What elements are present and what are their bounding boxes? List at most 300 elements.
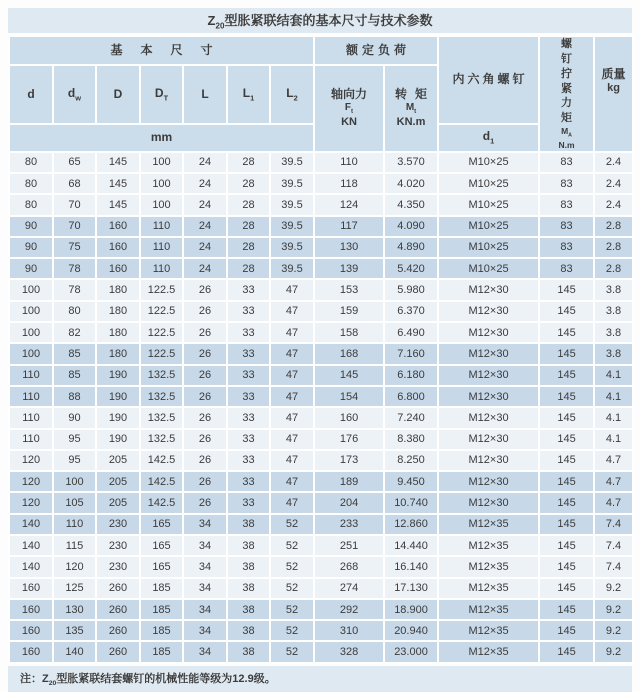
cell-L2: 47 [270, 279, 314, 300]
cell-DT: 122.5 [140, 279, 183, 300]
cell-screw-size: M12×35 [438, 599, 539, 620]
cell-dw: 65 [53, 152, 96, 173]
cell-tightening-torque: 145 [539, 599, 594, 620]
cell-L1: 28 [227, 216, 270, 237]
cell-torque: 20.940 [384, 620, 438, 641]
cell-torque: 10.740 [384, 492, 438, 513]
table-row [9, 641, 633, 662]
cell-torque: 12.860 [384, 514, 438, 535]
cell-L1: 33 [227, 471, 270, 492]
table-row [9, 365, 633, 386]
cell-dw: 130 [53, 599, 96, 620]
cell-D: 145 [96, 152, 140, 173]
cell-d: 90 [9, 216, 53, 237]
table-body [9, 152, 633, 663]
header-screw-tightening-torque [539, 36, 594, 152]
cell-tightening-torque: 145 [539, 407, 594, 428]
cell-tightening-torque: 83 [539, 258, 594, 279]
cell-mass: 7.4 [594, 535, 633, 556]
cell-mass: 4.1 [594, 365, 633, 386]
cell-torque: 5.980 [384, 279, 438, 300]
table-row [9, 514, 633, 535]
cell-axial-force: 110 [314, 152, 384, 173]
cell-torque: 7.160 [384, 343, 438, 364]
cell-D: 230 [96, 514, 140, 535]
table-row [9, 152, 633, 173]
cell-D: 260 [96, 599, 140, 620]
table-row [9, 471, 633, 492]
cell-DT: 132.5 [140, 407, 183, 428]
cell-axial-force: 118 [314, 173, 384, 194]
cell-screw-size: M12×30 [438, 492, 539, 513]
table-row [9, 578, 633, 599]
table-row [9, 279, 633, 300]
cell-tightening-torque: 83 [539, 152, 594, 173]
cell-DT: 132.5 [140, 386, 183, 407]
cell-mass: 9.2 [594, 578, 633, 599]
cell-screw-size: M10×25 [438, 258, 539, 279]
cell-L1: 38 [227, 514, 270, 535]
cell-dw: 110 [53, 514, 96, 535]
cell-L2: 39.5 [270, 152, 314, 173]
cell-d: 80 [9, 194, 53, 215]
cell-dw: 135 [53, 620, 96, 641]
cell-L: 26 [183, 407, 227, 428]
cell-L2: 47 [270, 429, 314, 450]
cell-L: 24 [183, 216, 227, 237]
col-L: L [183, 65, 227, 124]
cell-DT: 142.5 [140, 450, 183, 471]
cell-DT: 185 [140, 620, 183, 641]
cell-torque: 4.020 [384, 173, 438, 194]
cell-screw-size: M12×35 [438, 578, 539, 599]
cell-screw-size: M12×35 [438, 641, 539, 662]
cell-DT: 132.5 [140, 429, 183, 450]
cell-d: 110 [9, 429, 53, 450]
cell-screw-size: M12×30 [438, 386, 539, 407]
cell-mass: 4.7 [594, 450, 633, 471]
cell-screw-size: M12×35 [438, 556, 539, 577]
cell-L1: 33 [227, 301, 270, 322]
cell-L2: 47 [270, 386, 314, 407]
cell-axial-force: 176 [314, 429, 384, 450]
cell-axial-force: 292 [314, 599, 384, 620]
cell-L: 26 [183, 429, 227, 450]
cell-L1: 33 [227, 279, 270, 300]
cell-screw-size: M12×35 [438, 514, 539, 535]
title-text: $Z_{20}$型胀紧联结套的基本尺寸与技术参数 [207, 13, 433, 31]
cell-dw: 85 [53, 343, 96, 364]
cell-D: 205 [96, 492, 140, 513]
cell-DT: 122.5 [140, 322, 183, 343]
cell-dw: 125 [53, 578, 96, 599]
cell-DT: 142.5 [140, 471, 183, 492]
cell-axial-force: 124 [314, 194, 384, 215]
table-row [9, 556, 633, 577]
cell-tightening-torque: 145 [539, 620, 594, 641]
cell-d: 80 [9, 152, 53, 173]
cell-d: 100 [9, 279, 53, 300]
cell-d: 140 [9, 514, 53, 535]
cell-tightening-torque: 145 [539, 365, 594, 386]
cell-axial-force: 328 [314, 641, 384, 662]
cell-torque: 8.380 [384, 429, 438, 450]
cell-D: 260 [96, 620, 140, 641]
cell-tightening-torque: 83 [539, 194, 594, 215]
cell-dw: 115 [53, 535, 96, 556]
cell-tightening-torque: 145 [539, 492, 594, 513]
cell-L2: 52 [270, 535, 314, 556]
cell-axial-force: 154 [314, 386, 384, 407]
cell-L1: 33 [227, 407, 270, 428]
table-row [9, 492, 633, 513]
cell-D: 180 [96, 279, 140, 300]
cell-screw-size: M12×35 [438, 620, 539, 641]
cell-L1: 38 [227, 578, 270, 599]
cell-DT: 185 [140, 599, 183, 620]
cell-L1: 28 [227, 173, 270, 194]
cell-d: 120 [9, 450, 53, 471]
cell-torque: 7.240 [384, 407, 438, 428]
cell-mass: 2.4 [594, 152, 633, 173]
cell-D: 260 [96, 578, 140, 599]
tightening-torque-unit: N.m [558, 139, 575, 150]
cell-d: 120 [9, 492, 53, 513]
col-d1: $d_1$ [438, 124, 539, 152]
cell-d: 100 [9, 301, 53, 322]
cell-DT: 100 [140, 173, 183, 194]
cell-screw-size: M10×25 [438, 173, 539, 194]
cell-L: 34 [183, 599, 227, 620]
cell-d: 160 [9, 599, 53, 620]
cell-tightening-torque: 83 [539, 173, 594, 194]
cell-torque: 14.440 [384, 535, 438, 556]
cell-DT: 142.5 [140, 492, 183, 513]
cell-tightening-torque: 83 [539, 216, 594, 237]
cell-L1: 38 [227, 620, 270, 641]
cell-axial-force: 117 [314, 216, 384, 237]
mass-label: 质量 [601, 67, 626, 82]
table-row [9, 599, 633, 620]
cell-L: 24 [183, 258, 227, 279]
cell-d: 140 [9, 535, 53, 556]
cell-axial-force: 233 [314, 514, 384, 535]
cell-DT: 110 [140, 237, 183, 258]
cell-tightening-torque: 145 [539, 386, 594, 407]
table-row [9, 216, 633, 237]
cell-torque: 8.250 [384, 450, 438, 471]
cell-torque: 23.000 [384, 641, 438, 662]
cell-L2: 47 [270, 365, 314, 386]
cell-D: 180 [96, 343, 140, 364]
cell-tightening-torque: 83 [539, 237, 594, 258]
cell-L2: 47 [270, 343, 314, 364]
cell-DT: 165 [140, 514, 183, 535]
col-axial-force: 轴向力 $F_t$ KN [314, 65, 384, 152]
col-d: d [9, 65, 53, 124]
cell-L2: 52 [270, 620, 314, 641]
cell-L1: 33 [227, 450, 270, 471]
cell-L: 26 [183, 301, 227, 322]
table-row [9, 535, 633, 556]
cell-torque: 4.350 [384, 194, 438, 215]
cell-D: 205 [96, 471, 140, 492]
cell-L2: 47 [270, 450, 314, 471]
table-row [9, 258, 633, 279]
cell-torque: 18.900 [384, 599, 438, 620]
cell-L1: 28 [227, 194, 270, 215]
mass-unit: kg [607, 82, 620, 95]
table-row [9, 322, 633, 343]
cell-dw: 95 [53, 429, 96, 450]
cell-tightening-torque: 145 [539, 556, 594, 577]
cell-tightening-torque: 145 [539, 301, 594, 322]
cell-L1: 38 [227, 556, 270, 577]
cell-L1: 33 [227, 322, 270, 343]
cell-L1: 28 [227, 152, 270, 173]
cell-d: 110 [9, 386, 53, 407]
cell-L2: 39.5 [270, 258, 314, 279]
cell-D: 180 [96, 322, 140, 343]
cell-D: 160 [96, 258, 140, 279]
cell-d: 90 [9, 237, 53, 258]
cell-screw-size: M12×30 [438, 407, 539, 428]
cell-screw-size: M12×30 [438, 279, 539, 300]
cell-axial-force: 160 [314, 407, 384, 428]
cell-L1: 33 [227, 343, 270, 364]
cell-L1: 33 [227, 429, 270, 450]
cell-screw-size: M10×25 [438, 216, 539, 237]
cell-L2: 39.5 [270, 173, 314, 194]
cell-tightening-torque: 145 [539, 343, 594, 364]
cell-DT: 185 [140, 641, 183, 662]
cell-tightening-torque: 145 [539, 279, 594, 300]
cell-DT: 110 [140, 216, 183, 237]
cell-dw: 82 [53, 322, 96, 343]
cell-d: 160 [9, 641, 53, 662]
col-torque: 转矩 $M_t$ KN.m [384, 65, 438, 152]
cell-L1: 38 [227, 641, 270, 662]
cell-L: 34 [183, 641, 227, 662]
cell-L2: 47 [270, 407, 314, 428]
cell-d: 100 [9, 343, 53, 364]
cell-d: 140 [9, 556, 53, 577]
cell-L2: 52 [270, 641, 314, 662]
cell-L: 26 [183, 279, 227, 300]
cell-dw: 100 [53, 471, 96, 492]
table-row [9, 301, 633, 322]
col-L2: $L_2$ [270, 65, 314, 124]
cell-d: 100 [9, 322, 53, 343]
cell-axial-force: 173 [314, 450, 384, 471]
cell-screw-size: M12×30 [438, 471, 539, 492]
cell-axial-force: 268 [314, 556, 384, 577]
cell-D: 205 [96, 450, 140, 471]
cell-tightening-torque: 145 [539, 514, 594, 535]
cell-L1: 28 [227, 258, 270, 279]
cell-axial-force: 153 [314, 279, 384, 300]
cell-screw-size: M10×25 [438, 237, 539, 258]
cell-d: 110 [9, 407, 53, 428]
table-row [9, 620, 633, 641]
cell-d: 90 [9, 258, 53, 279]
cell-torque: 6.490 [384, 322, 438, 343]
table-row [9, 194, 633, 215]
col-D: D [96, 65, 140, 124]
table-row [9, 429, 633, 450]
header-mm-unit: mm [9, 124, 314, 152]
footnote-text: 注：$Z_{20}$型胀紧联结套螺钉的机械性能等级为12.9级。 [20, 673, 276, 688]
cell-d: 160 [9, 620, 53, 641]
cell-L2: 39.5 [270, 194, 314, 215]
cell-D: 190 [96, 407, 140, 428]
header-rated-load: 额定负荷 [314, 36, 438, 65]
cell-torque: 5.420 [384, 258, 438, 279]
cell-DT: 100 [140, 194, 183, 215]
cell-L2: 47 [270, 301, 314, 322]
cell-axial-force: 168 [314, 343, 384, 364]
cell-screw-size: M12×30 [438, 301, 539, 322]
cell-tightening-torque: 145 [539, 471, 594, 492]
cell-axial-force: 145 [314, 365, 384, 386]
cell-dw: 120 [53, 556, 96, 577]
tightening-torque-label: 螺钉 拧紧 力矩 [561, 38, 585, 125]
cell-D: 160 [96, 216, 140, 237]
cell-dw: 80 [53, 301, 96, 322]
cell-mass: 2.8 [594, 237, 633, 258]
cell-d: 110 [9, 365, 53, 386]
cell-L1: 28 [227, 237, 270, 258]
cell-D: 190 [96, 365, 140, 386]
cell-d: 160 [9, 578, 53, 599]
cell-D: 230 [96, 556, 140, 577]
cell-DT: 165 [140, 556, 183, 577]
cell-L: 24 [183, 237, 227, 258]
cell-L1: 38 [227, 599, 270, 620]
cell-mass: 4.1 [594, 429, 633, 450]
cell-L: 34 [183, 556, 227, 577]
cell-L: 26 [183, 386, 227, 407]
cell-L: 26 [183, 492, 227, 513]
cell-axial-force: 159 [314, 301, 384, 322]
cell-dw: 68 [53, 173, 96, 194]
spec-table [8, 35, 634, 664]
cell-axial-force: 204 [314, 492, 384, 513]
cell-L2: 52 [270, 599, 314, 620]
cell-tightening-torque: 145 [539, 429, 594, 450]
cell-mass: 3.8 [594, 343, 633, 364]
cell-L: 26 [183, 343, 227, 364]
col-DT: $D_T$ [140, 65, 183, 124]
cell-axial-force: 189 [314, 471, 384, 492]
cell-torque: 6.180 [384, 365, 438, 386]
cell-d: 120 [9, 471, 53, 492]
cell-d: 80 [9, 173, 53, 194]
cell-torque: 4.890 [384, 237, 438, 258]
cell-L2: 47 [270, 492, 314, 513]
header-basic-dimensions: 基本尺寸 [9, 36, 314, 65]
cell-D: 160 [96, 237, 140, 258]
cell-D: 145 [96, 194, 140, 215]
cell-L2: 52 [270, 556, 314, 577]
cell-screw-size: M10×25 [438, 152, 539, 173]
cell-D: 190 [96, 429, 140, 450]
table-row [9, 343, 633, 364]
col-dw: $d_w$ [53, 65, 96, 124]
cell-axial-force: 158 [314, 322, 384, 343]
cell-mass: 4.1 [594, 386, 633, 407]
table-row [9, 450, 633, 471]
cell-L2: 47 [270, 322, 314, 343]
cell-axial-force: 274 [314, 578, 384, 599]
cell-mass: 4.7 [594, 492, 633, 513]
cell-tightening-torque: 145 [539, 450, 594, 471]
cell-L2: 39.5 [270, 216, 314, 237]
table-row [9, 173, 633, 194]
cell-dw: 88 [53, 386, 96, 407]
cell-tightening-torque: 145 [539, 322, 594, 343]
cell-L: 26 [183, 322, 227, 343]
cell-tightening-torque: 145 [539, 641, 594, 662]
cell-L: 24 [183, 152, 227, 173]
cell-L2: 47 [270, 471, 314, 492]
cell-mass: 4.1 [594, 407, 633, 428]
cell-mass: 3.8 [594, 279, 633, 300]
cell-DT: 185 [140, 578, 183, 599]
cell-L1: 33 [227, 365, 270, 386]
cell-mass: 9.2 [594, 599, 633, 620]
cell-D: 180 [96, 301, 140, 322]
cell-screw-size: M12×30 [438, 450, 539, 471]
cell-axial-force: 310 [314, 620, 384, 641]
cell-L2: 52 [270, 578, 314, 599]
cell-mass: 2.8 [594, 258, 633, 279]
cell-dw: 70 [53, 194, 96, 215]
cell-L: 34 [183, 620, 227, 641]
cell-dw: 85 [53, 365, 96, 386]
cell-torque: 6.370 [384, 301, 438, 322]
tightening-torque-symbol: $M_A$ [561, 126, 572, 139]
cell-screw-size: M12×30 [438, 343, 539, 364]
cell-L1: 38 [227, 535, 270, 556]
cell-L1: 33 [227, 492, 270, 513]
cell-L: 26 [183, 450, 227, 471]
cell-mass: 3.8 [594, 301, 633, 322]
cell-torque: 9.450 [384, 471, 438, 492]
col-L1: $L_1$ [227, 65, 270, 124]
cell-screw-size: M12×30 [438, 429, 539, 450]
cell-dw: 105 [53, 492, 96, 513]
cell-L1: 33 [227, 386, 270, 407]
cell-dw: 90 [53, 407, 96, 428]
cell-L: 24 [183, 173, 227, 194]
footnote [8, 666, 632, 692]
cell-D: 260 [96, 641, 140, 662]
cell-D: 190 [96, 386, 140, 407]
cell-screw-size: M12×35 [438, 535, 539, 556]
cell-mass: 9.2 [594, 641, 633, 662]
cell-dw: 75 [53, 237, 96, 258]
cell-D: 145 [96, 173, 140, 194]
cell-mass: 2.8 [594, 216, 633, 237]
table-row [9, 237, 633, 258]
cell-L2: 52 [270, 514, 314, 535]
cell-screw-size: M12×30 [438, 322, 539, 343]
cell-tightening-torque: 145 [539, 578, 594, 599]
cell-mass: 4.7 [594, 471, 633, 492]
cell-torque: 16.140 [384, 556, 438, 577]
cell-axial-force: 139 [314, 258, 384, 279]
